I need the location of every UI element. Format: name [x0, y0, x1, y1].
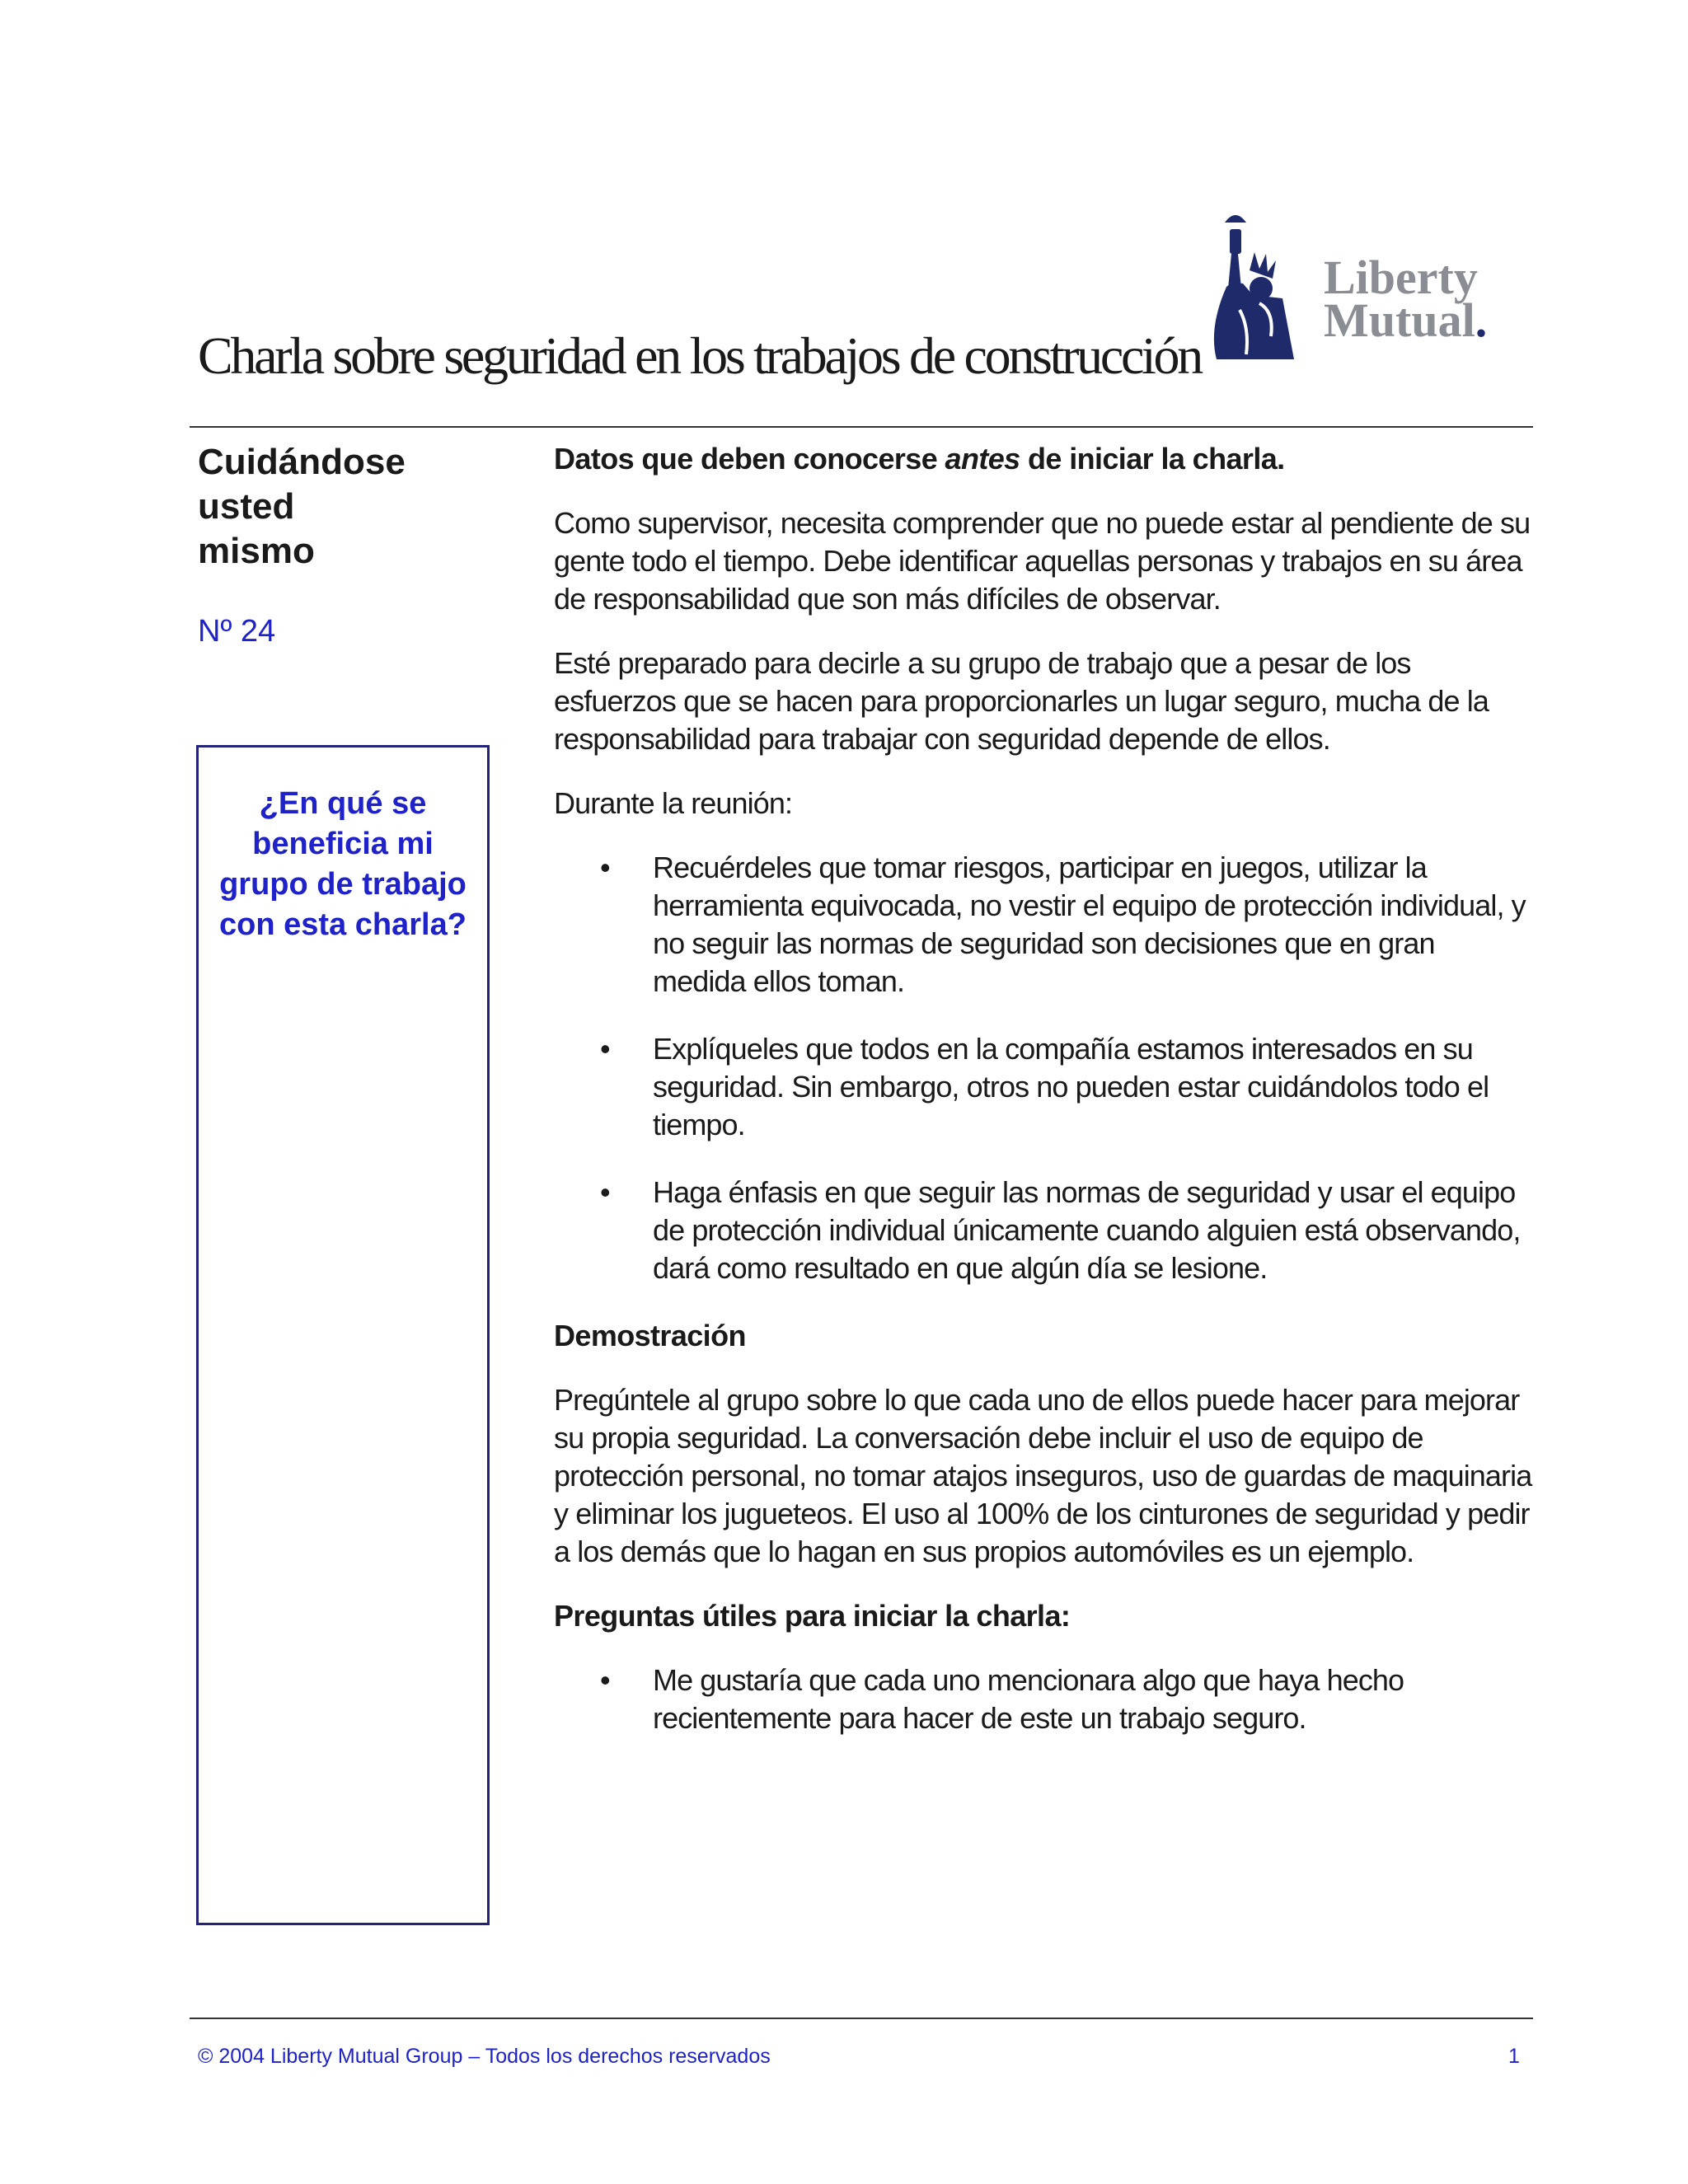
footer-copyright: © 2004 Liberty Mutual Group – Todos los derechos reservados	[198, 2045, 771, 2068]
paragraph-prepared: Esté preparado para decirle a su grupo de trabajo que a pesar de los esfuerzos que se hacen para proporcionarles un lugar seguro, mucha de la responsabilidad para trabajar con seguridad depende de ellos.	[554, 646, 1489, 756]
paragraph-during-meeting: Durante la reunión:	[554, 786, 793, 820]
topic-line-3: mismo	[198, 531, 315, 571]
benefit-box	[196, 745, 490, 1925]
liberty-mutual-logo	[1202, 213, 1548, 361]
benefit-question: ¿En qué se beneficia mi grupo de trabajo con esta charla?	[219, 786, 467, 942]
document-title: Charla sobre seguridad en los trabajos de construcción	[198, 326, 1201, 385]
main-content	[554, 440, 1533, 1767]
logo-text-liberty: Liberty	[1324, 251, 1478, 304]
issue-number: Nº 24	[198, 614, 276, 649]
section-heading-demonstration: Demostración	[554, 1319, 746, 1352]
section-heading-before-talk	[554, 440, 1533, 478]
statue-of-liberty-icon	[1214, 215, 1294, 359]
topic-title	[198, 440, 495, 574]
topic-line-1: Cuidándose	[198, 442, 406, 482]
list-item: • Haga énfasis en que seguir las normas de seguridad y usar el equipo de protección individual únicamente cuando alguien está observando, dará como resultado en que algún día se lesione.	[554, 1174, 1533, 1287]
list-item: • Recuérdeles que tomar riesgos, participar en juegos, utilizar la herramienta equivocada, no vestir el equipo de protección individual, y no seguir las normas de seguridad son decisiones que en gran medida ellos toman.	[554, 849, 1533, 1001]
paragraph-demonstration: Pregúntele al grupo sobre lo que cada uno de ellos puede hacer para mejorar su propia seguridad. La conversación debe incluir el uso de equipo de protección personal, no tomar atajos inseguros, uso de guardas de maquinaria y eliminar los jugueteos. El uso al 100% de los cinturones de seguridad y pedir a los demás que lo hagan en sus propios automóviles es un ejemplo.	[554, 1383, 1532, 1568]
topic-line-2: usted	[198, 486, 295, 527]
meeting-bullet-list	[554, 849, 1533, 1287]
page-number: 1	[1508, 2045, 1520, 2068]
section-heading-questions: Preguntas útiles para iniciar la charla:	[554, 1599, 1071, 1633]
list-item: • Me gustaría que cada uno mencionara algo que haya hecho recientemente para hacer de este un trabajo seguro.	[554, 1661, 1533, 1737]
heading-emphasis: antes	[945, 442, 1020, 476]
logo-text-mutual: Mutual.	[1324, 293, 1488, 347]
footer-divider	[190, 2018, 1533, 2019]
heading-text: Datos que deben conocerse	[554, 442, 945, 476]
header-divider	[190, 426, 1533, 428]
questions-bullet-list	[554, 1661, 1533, 1737]
paragraph-supervisor: Como supervisor, necesita comprender que no puede estar al pendiente de su gente todo el tiempo. Debe identificar aquellas personas y trabajos en su área de responsabilidad que son más difíciles de observar.	[554, 506, 1531, 616]
list-item: • Explíqueles que todos en la compañía estamos interesados en su seguridad. Sin embargo, otros no pueden estar cuidándolos todo el tiempo.	[554, 1030, 1533, 1144]
heading-text-end: de iniciar la charla.	[1020, 442, 1285, 476]
